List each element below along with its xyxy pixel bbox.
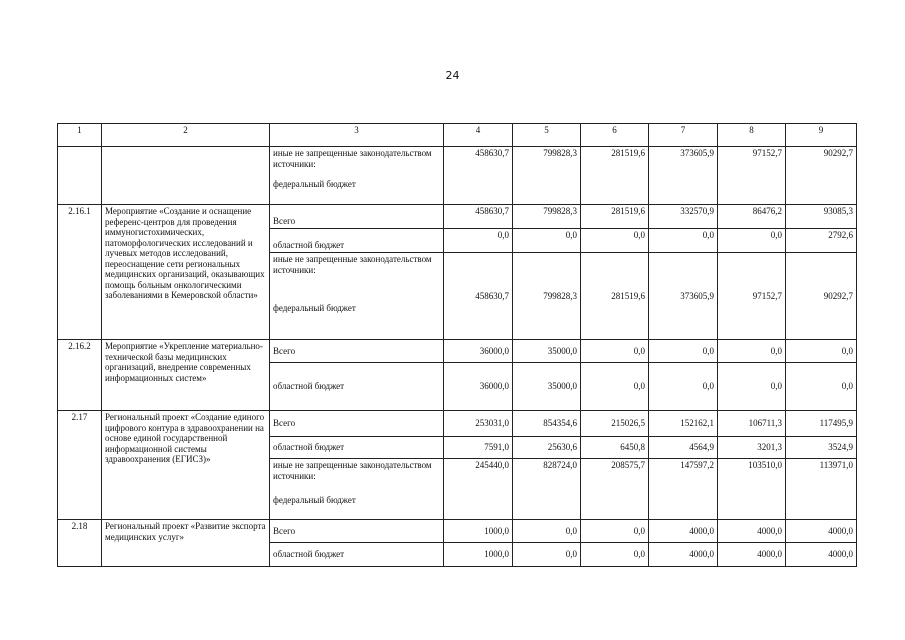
funding-source-label: иные не запрещенные законодательством источники: (273, 148, 432, 169)
funding-source-label: иные не запрещенные законодательством источники: (273, 254, 432, 275)
value-cell: 97152,7 (718, 147, 786, 205)
value-cell: 113971,0 (786, 459, 857, 520)
value-cell: 86476,2 (718, 205, 786, 229)
column-header: 5 (513, 124, 581, 147)
funding-source-cell: Всего (270, 340, 444, 363)
value-cell: 0,0 (718, 229, 786, 253)
value-cell: 97152,7 (718, 253, 786, 340)
row-name-cell: Мероприятие «Создание и оснащение референс-центров для проведения иммуногистохимических, патоморфологических исследований и лучевых методов исследований, переоснащение сети региональных медицинских организаций, оказывающих помощь больным онкологическими заболеваниями в Кемеровской области» (102, 205, 270, 340)
value-cell: 36000,0 (444, 340, 513, 363)
funding-source-label: федеральный бюджет (273, 495, 356, 505)
value-cell: 93085,3 (786, 205, 857, 229)
value-cell: 4000,0 (786, 543, 857, 567)
value-cell: 854354,6 (513, 411, 581, 437)
value-cell: 215026,5 (581, 411, 649, 437)
header-row (58, 124, 857, 147)
funding-source-cell: областной бюджет (270, 229, 444, 253)
value-cell: 36000,0 (444, 363, 513, 411)
funding-source-label: федеральный бюджет (273, 303, 356, 313)
funding-source-cell: областной бюджет (270, 363, 444, 411)
column-header: 4 (444, 124, 513, 147)
funding-source-cell (270, 147, 444, 205)
value-cell: 0,0 (581, 229, 649, 253)
column-header: 2 (102, 124, 270, 147)
value-cell: 35000,0 (513, 363, 581, 411)
value-cell: 25630,6 (513, 437, 581, 459)
row-id-cell: 2.17 (58, 411, 102, 520)
value-cell: 208575,7 (581, 459, 649, 520)
column-header: 9 (786, 124, 857, 147)
value-cell: 799828,3 (513, 147, 581, 205)
value-cell: 4000,0 (649, 543, 718, 567)
value-cell: 281519,6 (581, 147, 649, 205)
value-cell: 4000,0 (718, 543, 786, 567)
value-cell: 0,0 (513, 229, 581, 253)
value-cell: 799828,3 (513, 205, 581, 229)
value-cell: 458630,7 (444, 205, 513, 229)
value-cell: 4000,0 (786, 520, 857, 543)
value-cell: 1000,0 (444, 543, 513, 567)
budget-table (57, 123, 857, 567)
funding-source-cell: областной бюджет (270, 543, 444, 567)
funding-source-label: иные не запрещенные законодательством источники: (273, 460, 432, 481)
value-cell: 1000,0 (444, 520, 513, 543)
value-cell: 332570,9 (649, 205, 718, 229)
funding-source-cell: Всего (270, 205, 444, 229)
value-cell: 90292,7 (786, 147, 857, 205)
table-row (58, 205, 857, 229)
value-cell: 0,0 (649, 363, 718, 411)
row-id-cell: 2.16.1 (58, 205, 102, 340)
value-cell: 0,0 (581, 340, 649, 363)
value-cell: 0,0 (786, 340, 857, 363)
value-cell: 0,0 (786, 363, 857, 411)
value-cell: 3524,9 (786, 437, 857, 459)
funding-source-cell (270, 253, 444, 340)
row-id-cell: 2.16.2 (58, 340, 102, 411)
value-cell: 4564,9 (649, 437, 718, 459)
page-number: 24 (445, 69, 460, 82)
row-id-cell (58, 147, 102, 205)
value-cell: 281519,6 (581, 253, 649, 340)
value-cell: 373605,9 (649, 147, 718, 205)
row-name-cell: Мероприятие «Укрепление материально-технической базы медицинских организаций, внедрение современных информационных систем» (102, 340, 270, 411)
column-header: 3 (270, 124, 444, 147)
funding-source-cell: Всего (270, 411, 444, 437)
value-cell: 103510,0 (718, 459, 786, 520)
value-cell: 6450,8 (581, 437, 649, 459)
value-cell: 0,0 (718, 340, 786, 363)
value-cell: 7591,0 (444, 437, 513, 459)
value-cell: 0,0 (718, 363, 786, 411)
value-cell: 0,0 (444, 229, 513, 253)
value-cell: 4000,0 (718, 520, 786, 543)
row-name-cell: Региональный проект «Развитие экспорта медицинских услуг» (102, 520, 270, 567)
table-row (58, 147, 857, 205)
table-row (58, 411, 857, 437)
value-cell: 0,0 (513, 520, 581, 543)
value-cell: 0,0 (649, 229, 718, 253)
funding-source-cell: Всего (270, 520, 444, 543)
value-cell: 2792,6 (786, 229, 857, 253)
value-cell: 281519,6 (581, 205, 649, 229)
table-row (58, 340, 857, 363)
value-cell: 373605,9 (649, 253, 718, 340)
row-name-cell (102, 147, 270, 205)
value-cell: 106711,3 (718, 411, 786, 437)
value-cell: 147597,2 (649, 459, 718, 520)
value-cell: 0,0 (581, 363, 649, 411)
column-header: 7 (649, 124, 718, 147)
value-cell: 117495,9 (786, 411, 857, 437)
value-cell: 35000,0 (513, 340, 581, 363)
table-row (58, 520, 857, 543)
row-id-cell: 2.18 (58, 520, 102, 567)
value-cell: 0,0 (513, 543, 581, 567)
value-cell: 458630,7 (444, 147, 513, 205)
value-cell: 152162,1 (649, 411, 718, 437)
value-cell: 0,0 (581, 520, 649, 543)
column-header: 8 (718, 124, 786, 147)
value-cell: 0,0 (581, 543, 649, 567)
row-name-cell: Региональный проект «Создание единого цифрового контура в здравоохранении на основе единой государственной информационной системы здравоохранения (ЕГИСЗ)» (102, 411, 270, 520)
funding-source-label: федеральный бюджет (273, 179, 356, 189)
value-cell: 253031,0 (444, 411, 513, 437)
value-cell: 4000,0 (649, 520, 718, 543)
value-cell: 828724,0 (513, 459, 581, 520)
value-cell: 458630,7 (444, 253, 513, 340)
funding-source-cell: областной бюджет (270, 437, 444, 459)
value-cell: 3201,3 (718, 437, 786, 459)
value-cell: 0,0 (649, 340, 718, 363)
value-cell: 245440,0 (444, 459, 513, 520)
column-header: 1 (58, 124, 102, 147)
funding-source-cell (270, 459, 444, 520)
column-header: 6 (581, 124, 649, 147)
value-cell: 799828,3 (513, 253, 581, 340)
value-cell: 90292,7 (786, 253, 857, 340)
